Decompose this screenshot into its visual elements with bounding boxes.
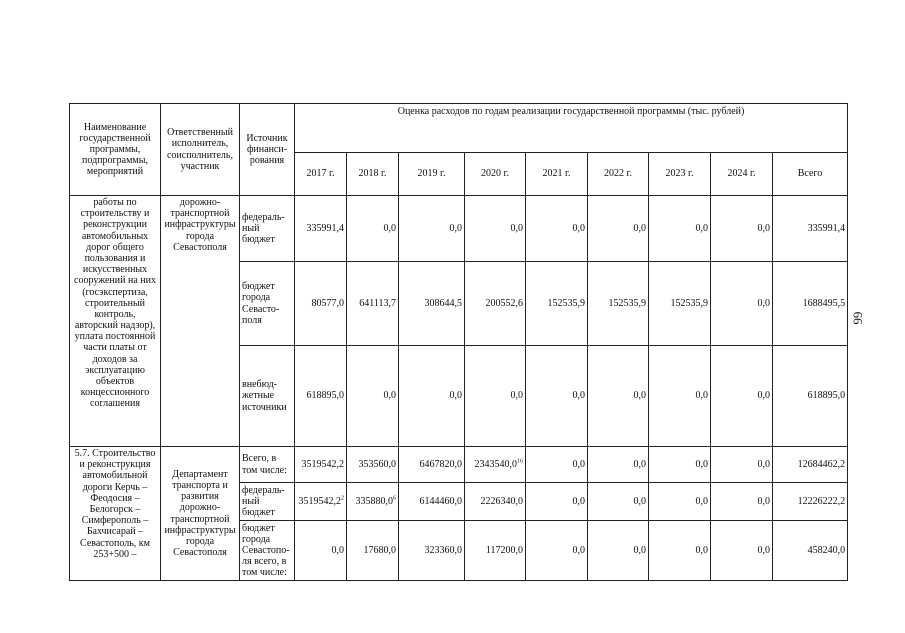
value-cell: 0,0 [588, 196, 649, 262]
value-cell: 0,0 [399, 346, 465, 447]
value-cell: 353560,0 [347, 447, 399, 483]
value-cell: 0,0 [588, 447, 649, 483]
value-cell: 0,0 [649, 346, 711, 447]
activity-name: работы по строительству и реконструкции автомобильных дорог общего пользования и искусственных сооружений на них (госэкспертиза, строительный контроль, авторский надзор), уплата постоянной части платы от доходов за эксплуатацию объектов концессионного соглашения [70, 196, 161, 447]
value-cell: 0,0 [295, 521, 347, 581]
header-year-2024: 2024 г. [711, 153, 773, 196]
value-cell: 117200,0 [465, 521, 526, 581]
value-cell: 0,0 [526, 521, 588, 581]
funding-source: федераль-ный бюджет [240, 196, 295, 262]
table-row [70, 196, 848, 262]
total-cell: 12226222,2 [773, 483, 848, 521]
value-cell: 0,0 [711, 196, 773, 262]
value-cell: 0,0 [347, 346, 399, 447]
value-cell: 0,0 [711, 483, 773, 521]
table-row [70, 447, 848, 483]
value-cell: 323360,0 [399, 521, 465, 581]
activity-name: 5.7. Строительство и реконструкция автомобильной дороги Керчь – Феодосия – Белогорск – Симферополь – Бахчисарай – Севастополь, км 253+500 – [70, 447, 161, 581]
value-cell: 0,0 [465, 346, 526, 447]
footnote-mark: 6 [393, 495, 396, 502]
value-cell: 0,0 [711, 447, 773, 483]
value-cell: 0,0 [649, 447, 711, 483]
value-cell: 2343540,0$^{16}$ [465, 447, 526, 483]
value-cell: 335880,0$^6$ [347, 483, 399, 521]
value-cell: 0,0 [711, 346, 773, 447]
header-year-2021: 2021 г. [526, 153, 588, 196]
value-cell: 0,0 [347, 196, 399, 262]
total-cell: 335991,4 [773, 196, 848, 262]
value-cell: 0,0 [399, 196, 465, 262]
responsible-executor: дорожно-транспортной инфраструктуры города Севастополя [161, 196, 240, 447]
value-cell: 0,0 [588, 346, 649, 447]
total-cell: 12684462,2 [773, 447, 848, 483]
header-total: Всего [773, 153, 848, 196]
value-cell: 2226340,0 [465, 483, 526, 521]
responsible-executor: Департамент транспорта и развития дорожно-транспортной инфраструктуры города Севастополя [161, 447, 240, 581]
header-executor-column: Ответственный исполнитель, соисполнитель, участник [161, 104, 240, 196]
value-cell: 0,0 [526, 196, 588, 262]
value-cell: 0,0 [526, 483, 588, 521]
page-number: 66 [850, 311, 866, 325]
header-year-2020: 2020 г. [465, 153, 526, 196]
footnote-mark: 2 [341, 495, 344, 502]
value-cell: 0,0 [465, 196, 526, 262]
value-cell: 6144460,0 [399, 483, 465, 521]
value-cell: 335991,4 [295, 196, 347, 262]
value-cell: 0,0 [588, 483, 649, 521]
value-cell: 0,0 [649, 483, 711, 521]
value-cell: 80577,0 [295, 262, 347, 346]
value-cell: 200552,6 [465, 262, 526, 346]
value-cell: 0,0 [649, 196, 711, 262]
funding-source: Всего, в том числе: [240, 447, 295, 483]
value-cell: 6467820,0 [399, 447, 465, 483]
value-cell: 0,0 [526, 447, 588, 483]
value-cell: 0,0 [649, 521, 711, 581]
funding-source: бюджет города Севастопо-ля всего, в том числе: [240, 521, 295, 581]
value-cell: 0,0 [526, 346, 588, 447]
total-cell: 1688495,5 [773, 262, 848, 346]
footnote-mark: 16 [517, 458, 523, 465]
total-cell: 618895,0 [773, 346, 848, 447]
header-year-2017: 2017 г. [295, 153, 347, 196]
value-cell: 0,0 [711, 521, 773, 581]
header-year-2019: 2019 г. [399, 153, 465, 196]
header-source-column: Источник финанси-рования [240, 104, 295, 196]
budget-table [69, 103, 848, 581]
total-cell: 458240,0 [773, 521, 848, 581]
header-year-2018: 2018 г. [347, 153, 399, 196]
header-name-column: Наименование государственной программы, подпрограммы, мероприятий [70, 104, 161, 196]
funding-source: федераль-ный бюджет [240, 483, 295, 521]
value-cell: 0,0 [711, 262, 773, 346]
header-year-2023: 2023 г. [649, 153, 711, 196]
value-cell: 152535,9 [588, 262, 649, 346]
value-cell: 17680,0 [347, 521, 399, 581]
value-cell: 3519542,2$^2$ [295, 483, 347, 521]
funding-source: внебюд-жетные источники [240, 346, 295, 447]
value-cell: 641113,7 [347, 262, 399, 346]
value-cell: 0,0 [588, 521, 649, 581]
value-cell: 152535,9 [526, 262, 588, 346]
funding-source: бюджет города Севасто-поля [240, 262, 295, 346]
value-cell: 308644,5 [399, 262, 465, 346]
header-year-2022: 2022 г. [588, 153, 649, 196]
value-cell: 618895,0 [295, 346, 347, 447]
value-cell: 3519542,2 [295, 447, 347, 483]
header-estimate: Оценка расходов по годам реализации государственной программы (тыс. рублей) [295, 104, 848, 153]
value-cell: 152535,9 [649, 262, 711, 346]
